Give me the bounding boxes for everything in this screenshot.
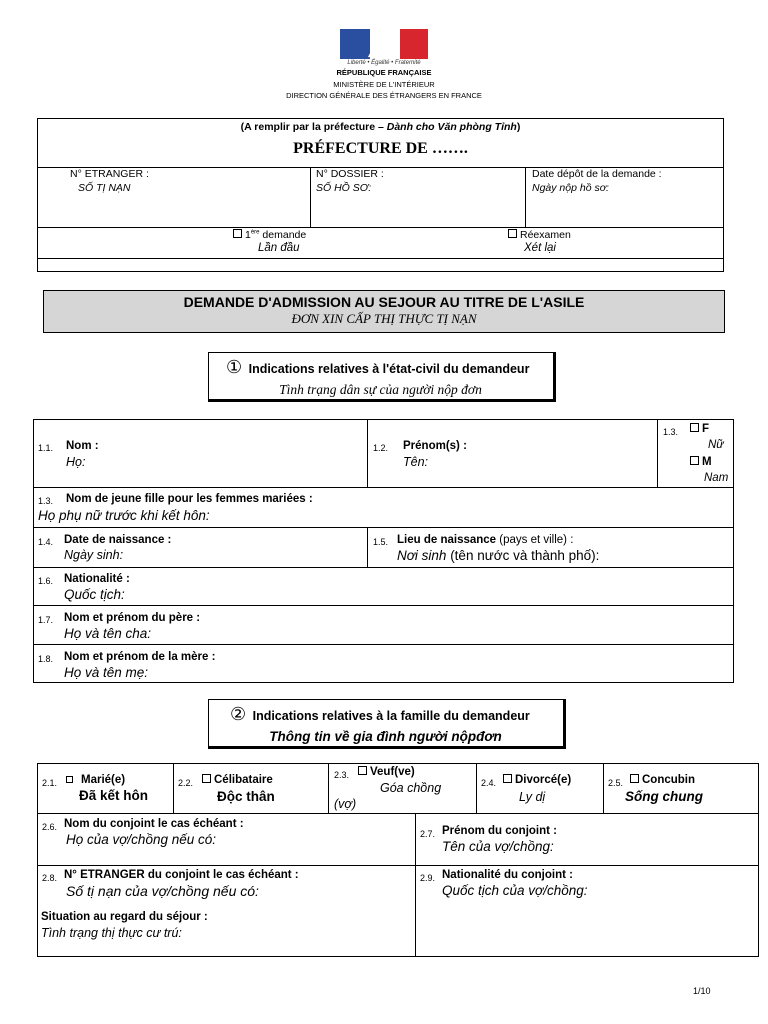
etranger-label: N° ETRANGER : bbox=[70, 168, 149, 180]
spouse-alien-number-label-vi: Số tị nạn của vợ/chồng nếu có: bbox=[66, 883, 259, 899]
dossier-label: N° DOSSIER : bbox=[316, 168, 384, 180]
mother-label-vi: Họ và tên mẹ: bbox=[64, 665, 149, 680]
direction-name: DIRECTION GÉNÉRALE DES ÉTRANGERS EN FRANCE bbox=[286, 91, 482, 100]
status-married-option[interactable]: Marié(e) bbox=[66, 774, 125, 787]
spouse-alien-number-label: N° ETRANGER du conjoint le cas échéant : bbox=[64, 869, 299, 881]
sexe-m-option[interactable]: M bbox=[690, 456, 712, 469]
status-widowed-vi: Góa chồng bbox=[380, 781, 442, 795]
residence-status-label-vi: Tình trạng thị thực cư trú: bbox=[41, 926, 182, 940]
reexam-vi: Xét lại bbox=[524, 242, 556, 254]
prenom-label-vi: Tên: bbox=[403, 455, 429, 469]
spouse-firstname-label-vi: Tên của vợ/chồng: bbox=[442, 839, 554, 854]
reexam-checkbox[interactable] bbox=[508, 229, 517, 238]
main-title-fr: DEMANDE D'ADMISSION AU SEJOUR AU TITRE DE L'ASILE bbox=[183, 294, 585, 310]
status-divorced-vi: Ly dị bbox=[519, 790, 546, 804]
sexe-f-checkbox[interactable] bbox=[690, 423, 699, 432]
sexe-m-checkbox[interactable] bbox=[690, 456, 699, 465]
page-number: 1/10 bbox=[693, 986, 711, 996]
maiden-name-label-vi: Họ phụ nữ trước khi kết hôn: bbox=[38, 508, 210, 523]
spouse-nationality-label: Nationalité du conjoint : bbox=[442, 869, 573, 881]
birth-date-label: Date de naissance : bbox=[64, 534, 172, 546]
section2-title-vi: Thông tin về gia đình người nộpđơn bbox=[269, 729, 502, 744]
status-single-vi: Độc thân bbox=[217, 789, 275, 804]
date-depot-label: Date dépôt de la demande : bbox=[532, 168, 662, 180]
nom-label-vi: Họ: bbox=[66, 455, 86, 469]
etranger-label-vi: SỐ TỊ NẠN bbox=[78, 182, 131, 194]
widowed-checkbox[interactable] bbox=[358, 766, 367, 775]
first-demand-option[interactable]: 1ère demande bbox=[233, 229, 306, 241]
sexe-m-vi: Nam bbox=[704, 472, 729, 484]
ministry-name: MINISTÈRE DE L'INTÉRIEUR bbox=[333, 80, 435, 89]
residence-status-label: Situation au regard du séjour : bbox=[41, 911, 208, 923]
concubin-checkbox[interactable] bbox=[630, 774, 639, 783]
motto: Liberté • Égalité • Fraternité bbox=[347, 60, 421, 66]
section1-title-vi: Tình trạng dân sự của người nộp đơn bbox=[279, 382, 482, 397]
spouse-firstname-label: Prénom du conjoint : bbox=[442, 825, 557, 837]
section2-title: ② Indications relatives à la famille du demandeur bbox=[230, 704, 530, 724]
prenom-label: Prénom(s) : bbox=[403, 440, 467, 452]
single-checkbox[interactable] bbox=[202, 774, 211, 783]
status-concubin-vi: Sống chung bbox=[625, 789, 703, 804]
nationality-label: Nationalité : bbox=[64, 573, 130, 585]
republic-logo bbox=[340, 29, 430, 59]
birth-place-label-vi: Nơi sinh (tên nước và thành phố): bbox=[397, 548, 600, 563]
section2-number-icon: ② bbox=[230, 704, 247, 724]
sexe-f-option[interactable]: F bbox=[690, 423, 709, 436]
date-depot-label-vi: Ngày nộp hồ sơ: bbox=[532, 182, 609, 194]
spouse-name-label-vi: Họ của vợ/chồng nếu có: bbox=[66, 832, 217, 847]
spouse-nationality-label-vi: Quốc tịch của vợ/chồng: bbox=[442, 883, 588, 898]
spouse-name-label: Nom du conjoint le cas échéant : bbox=[64, 818, 244, 830]
flag-red bbox=[400, 29, 428, 59]
section1-number-icon: ① bbox=[226, 357, 243, 377]
nom-label: Nom : bbox=[66, 440, 99, 452]
status-married-vi: Đã kết hôn bbox=[79, 788, 149, 803]
birth-date-label-vi: Ngày sinh: bbox=[64, 548, 124, 562]
maiden-name-label: Nom de jeune fille pour les femmes mariées : bbox=[66, 493, 313, 505]
sexe-f-vi: Nữ bbox=[708, 439, 724, 451]
section1-title: ① Indications relatives à l'état-civil du demandeur bbox=[226, 357, 530, 377]
reexam-option[interactable]: Réexamen bbox=[508, 229, 571, 241]
status-concubin-option[interactable]: Concubin bbox=[630, 774, 695, 787]
mother-label: Nom et prénom de la mère : bbox=[64, 651, 216, 663]
status-widowed-vi-2: (vợ) bbox=[334, 797, 357, 811]
divorced-checkbox[interactable] bbox=[503, 774, 512, 783]
first-demand-checkbox[interactable] bbox=[233, 229, 242, 238]
marianne-profile-icon bbox=[362, 31, 402, 59]
first-demand-vi: Lần đầu bbox=[258, 242, 300, 254]
prefecture-note: (A remplir par la préfecture – Dành cho Văn phòng Tỉnh) bbox=[240, 121, 521, 133]
republic-name: RÉPUBLIQUE FRANÇAISE bbox=[336, 68, 432, 77]
status-divorced-option[interactable]: Divorcé(e) bbox=[503, 774, 571, 787]
dossier-label-vi: SỐ HỒ SƠ: bbox=[316, 182, 372, 194]
father-label: Nom et prénom du père : bbox=[64, 612, 201, 624]
prefecture-title: PRÉFECTURE DE ……. bbox=[293, 140, 468, 157]
main-title-vi: ĐƠN XIN CẤP THỊ THỰC TỊ NẠN bbox=[291, 311, 477, 326]
status-single-option[interactable]: Célibataire bbox=[202, 774, 273, 787]
status-widowed-option[interactable]: Veuf(ve) bbox=[358, 766, 415, 779]
married-checkbox[interactable] bbox=[66, 776, 73, 783]
father-label-vi: Họ và tên cha: bbox=[64, 626, 152, 641]
birth-place-label: Lieu de naissance (pays et ville) : bbox=[397, 534, 574, 546]
nationality-label-vi: Quốc tịch: bbox=[64, 587, 125, 602]
